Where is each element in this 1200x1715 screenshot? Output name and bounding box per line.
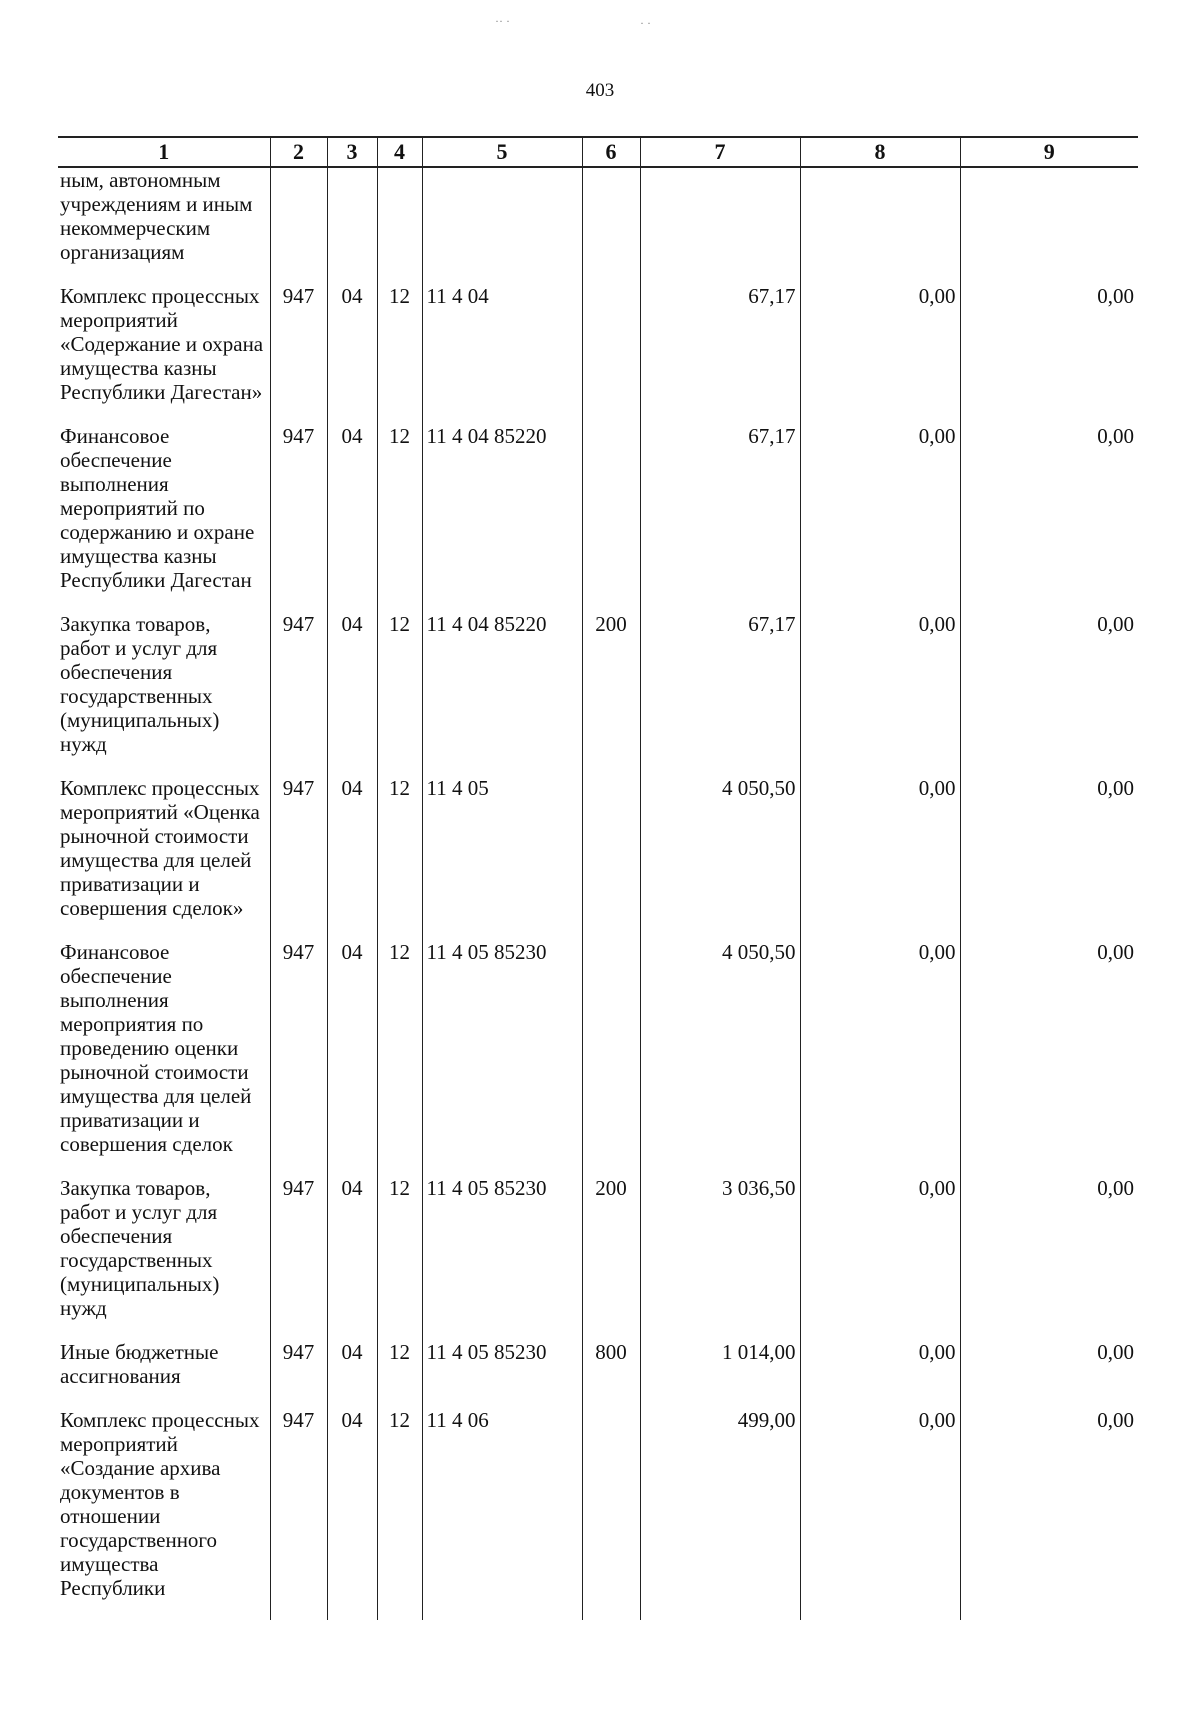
cell-subsection: 12 (377, 612, 422, 776)
cell-ministry: 947 (270, 776, 327, 940)
cell-subsection (377, 167, 422, 284)
cell-amount-col9: 0,00 (960, 940, 1138, 1176)
table-row (58, 1340, 1138, 1408)
cell-ministry: 947 (270, 612, 327, 776)
cell-ministry: 947 (270, 940, 327, 1176)
cell-target-article: 11 4 05 85230 (422, 1340, 582, 1408)
cell-subsection: 12 (377, 1408, 422, 1620)
budget-table (58, 136, 1138, 1620)
cell-expense-type (582, 167, 640, 284)
cell-expense-type (582, 284, 640, 424)
row-name: Иные бюджетные ассигнования (58, 1340, 270, 1408)
cell-amount-col8: 0,00 (800, 1408, 960, 1620)
cell-target-article: 11 4 06 (422, 1408, 582, 1620)
cell-target-article (422, 167, 582, 284)
cell-amount-col8: 0,00 (800, 1340, 960, 1408)
cell-amount-col7: 67,17 (640, 284, 800, 424)
page-number: 403 (585, 80, 615, 101)
table-row (58, 284, 1138, 424)
cell-amount-col9: 0,00 (960, 776, 1138, 940)
table-row (58, 167, 1138, 284)
cell-amount-col9: 0,00 (960, 424, 1138, 612)
cell-amount-col8: 0,00 (800, 424, 960, 612)
cell-subsection: 12 (377, 776, 422, 940)
table-header-row (58, 137, 1138, 167)
cell-ministry: 947 (270, 1340, 327, 1408)
cell-section: 04 (327, 940, 377, 1176)
column-header: 9 (960, 137, 1138, 167)
table-row (58, 1176, 1138, 1340)
cell-section: 04 (327, 776, 377, 940)
cell-ministry: 947 (270, 1408, 327, 1620)
cell-subsection: 12 (377, 284, 422, 424)
cell-expense-type: 200 (582, 612, 640, 776)
cell-amount-col9: 0,00 (960, 1408, 1138, 1620)
column-header: 7 (640, 137, 800, 167)
cell-amount-col8: 0,00 (800, 284, 960, 424)
row-name: Финансовое обеспечение выполнения мероприятия по проведению оценки рыночной стоимости имущества для целей приватизации и совершения сделок (58, 940, 270, 1176)
cell-section (327, 167, 377, 284)
cell-subsection: 12 (377, 424, 422, 612)
row-name: Комплекс процессных мероприятий «Содержание и охрана имущества казны Республики Дагестан» (58, 284, 270, 424)
row-name: Комплекс процессных мероприятий «Оценка рыночной стоимости имущества для целей приватизации и совершения сделок» (58, 776, 270, 940)
cell-amount-col7: 4 050,50 (640, 940, 800, 1176)
cell-target-article: 11 4 05 85230 (422, 1176, 582, 1340)
cell-ministry (270, 167, 327, 284)
row-name: Закупка товаров, работ и услуг для обеспечения государственных (муниципальных) нужд (58, 1176, 270, 1340)
row-name: Закупка товаров, работ и услуг для обеспечения государственных (муниципальных) нужд (58, 612, 270, 776)
cell-ministry: 947 (270, 424, 327, 612)
cell-amount-col7: 1 014,00 (640, 1340, 800, 1408)
cell-amount-col8: 0,00 (800, 776, 960, 940)
cell-amount-col7: 67,17 (640, 424, 800, 612)
cell-target-article: 11 4 04 85220 (422, 424, 582, 612)
cell-section: 04 (327, 1408, 377, 1620)
row-name: Комплекс процессных мероприятий «Создание архива документов в отношении государственного имущества Республики (58, 1408, 270, 1620)
cell-amount-col8: 0,00 (800, 1176, 960, 1340)
cell-amount-col8 (800, 167, 960, 284)
cell-amount-col9: 0,00 (960, 284, 1138, 424)
cell-expense-type (582, 1408, 640, 1620)
cell-target-article: 11 4 05 (422, 776, 582, 940)
cell-amount-col8: 0,00 (800, 940, 960, 1176)
scan-speck: · · (640, 16, 651, 30)
cell-expense-type (582, 424, 640, 612)
cell-target-article: 11 4 04 (422, 284, 582, 424)
column-header: 2 (270, 137, 327, 167)
column-header: 8 (800, 137, 960, 167)
scan-speck: ·· · (495, 14, 510, 28)
cell-subsection: 12 (377, 940, 422, 1176)
cell-amount-col9 (960, 167, 1138, 284)
cell-amount-col7 (640, 167, 800, 284)
cell-expense-type: 200 (582, 1176, 640, 1340)
cell-target-article: 11 4 04 85220 (422, 612, 582, 776)
column-header: 5 (422, 137, 582, 167)
cell-amount-col9: 0,00 (960, 612, 1138, 776)
table-row (58, 940, 1138, 1176)
row-name: Финансовое обеспечение выполнения мероприятий по содержанию и охране имущества казны Республики Дагестан (58, 424, 270, 612)
cell-expense-type (582, 940, 640, 1176)
cell-amount-col7: 4 050,50 (640, 776, 800, 940)
cell-amount-col9: 0,00 (960, 1340, 1138, 1408)
row-name: ным, автономным учреждениям и иным некоммерческим организациям (58, 167, 270, 284)
cell-ministry: 947 (270, 284, 327, 424)
column-header: 1 (58, 137, 270, 167)
cell-target-article: 11 4 05 85230 (422, 940, 582, 1176)
cell-section: 04 (327, 424, 377, 612)
cell-subsection: 12 (377, 1340, 422, 1408)
cell-amount-col7: 3 036,50 (640, 1176, 800, 1340)
cell-amount-col7: 67,17 (640, 612, 800, 776)
cell-amount-col8: 0,00 (800, 612, 960, 776)
cell-ministry: 947 (270, 1176, 327, 1340)
cell-section: 04 (327, 284, 377, 424)
cell-amount-col7: 499,00 (640, 1408, 800, 1620)
table-row (58, 1408, 1138, 1620)
column-header: 3 (327, 137, 377, 167)
column-header: 6 (582, 137, 640, 167)
cell-amount-col9: 0,00 (960, 1176, 1138, 1340)
cell-subsection: 12 (377, 1176, 422, 1340)
table-row (58, 612, 1138, 776)
cell-section: 04 (327, 1176, 377, 1340)
cell-section: 04 (327, 612, 377, 776)
table-row (58, 424, 1138, 612)
cell-section: 04 (327, 1340, 377, 1408)
column-header: 4 (377, 137, 422, 167)
table-row (58, 776, 1138, 940)
cell-expense-type: 800 (582, 1340, 640, 1408)
cell-expense-type (582, 776, 640, 940)
